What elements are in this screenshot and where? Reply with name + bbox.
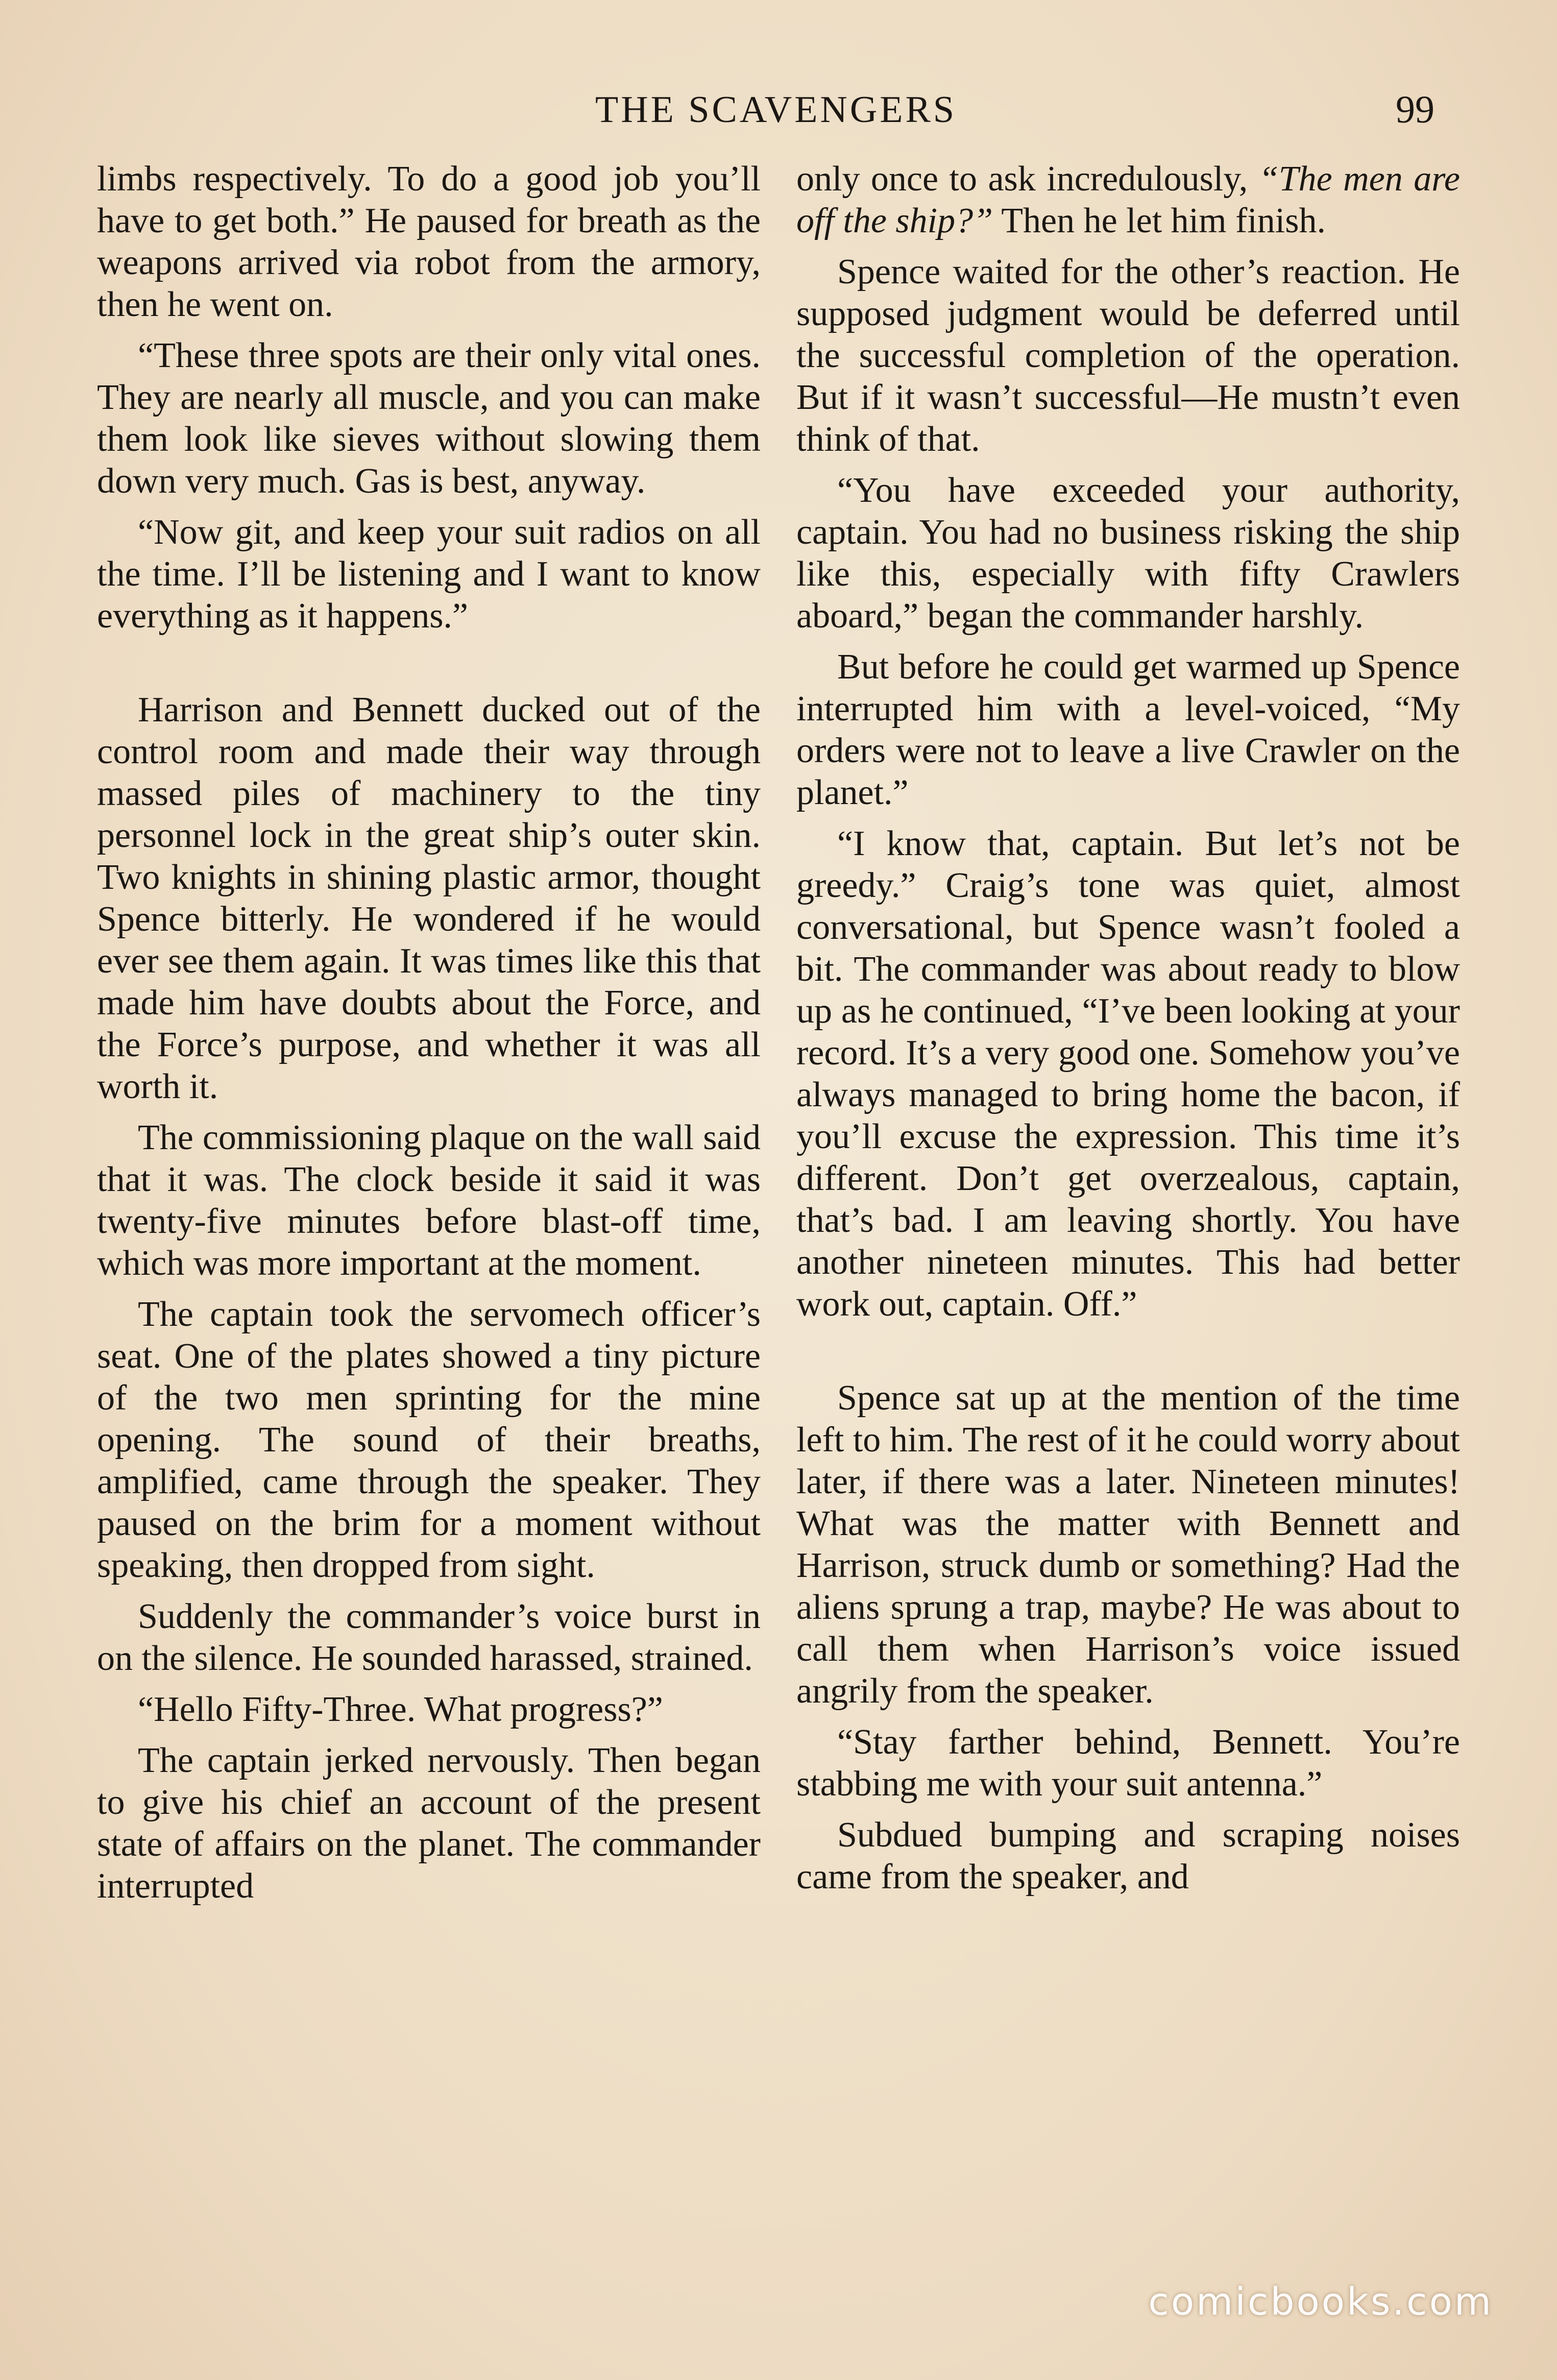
text-run: Then he let him finish. [993,201,1326,240]
paragraph: “You have exceeded your authority, captain. You had no business risking the ship like this, especially with fifty Crawlers aboard,” began the commander harshly. [796,471,1460,636]
watermark: comicbooks.com [1148,2280,1493,2324]
paragraph: The commissioning plaque on the wall said that it was. The clock beside it said it was twenty-five minutes before blast-off time, which was more important at the moment. [97,1118,761,1283]
paragraph: “These three spots are their only vital ones. They are nearly all muscle, and you can make them look like sieves without slowing them down very much. Gas is best, anyway. [97,336,761,501]
paragraph: Spence waited for the other’s reaction. He supposed judgment would be deferred until the successful completion of the operation. But if it wasn’t successful—He mustn’t even think of that. [796,252,1460,459]
paragraph: “Now git, and keep your suit radios on all the time. I’ll be listening and I want to know everything as it happens.” [97,513,761,636]
left-column [97,158,761,1916]
running-title: THE SCAVENGERS [595,89,957,131]
paragraph: Spence sat up at the mention of the time left to him. The rest of it he could worry about later, if there was a later. Nineteen minutes! What was the matter with Bennett and Harrison, struck dumb or something? Had the aliens sprung a trap, maybe? He was about to call them when Harrison’s voice issued angrily from the speaker. [796,1378,1460,1711]
paragraph: The captain jerked nervously. Then began to give his chief an account of the present state of affairs on the planet. The commander interrupted [97,1741,761,1906]
paragraph: The captain took the servomech officer’s seat. One of the plates showed a tiny picture of the two men sprinting for the mine opening. The sound of their breaths, amplified, came through the speaker. They paused on the brim for a moment without speaking, then dropped from sight. [97,1295,761,1585]
paragraph: Harrison and Bennett ducked out of the control room and made their way through massed piles of machinery to the tiny personnel lock in the great ship’s outer skin. Two knights in shining plastic armor, thought Spence bitterly. He wondered if he would ever see them again. It was times like this that made him have doubts about the Force, and the Force’s purpose, and whether it was all worth it. [97,690,761,1106]
paragraph [796,158,1460,242]
paragraph: “Hello Fifty-Three. What progress?” [138,1690,663,1729]
right-column [796,158,1460,1907]
paragraph: “Stay farther behind, Bennett. You’re stabbing me with your suit antenna.” [796,1722,1460,1804]
italic-quote: “The men are off the ship?” [796,159,1460,240]
page-header [97,82,1455,138]
paragraph: “I know that, captain. But let’s not be greedy.” Craig’s tone was quiet, almost conversational, but Spence wasn’t fooled a bit. The commander was about ready to blow up as he continued, “I’ve been looking at your record. It’s a very good one. Somehow you’ve always managed to bring home the bacon, if you’ll excuse the expression. This time it’s different. Don’t get overzealous, captain, that’s bad. I am leaving shortly. You have another nineteen minutes. This had better work out, captain. Off.” [796,824,1460,1324]
paragraph: Suddenly the commander’s voice burst in on the silence. He sounded harassed, strained. [97,1597,761,1678]
paragraph: limbs respectively. To do a good job you’ll have to get both.” He paused for breath as the weapons arrived via robot from the armory, then he went on. [97,159,761,324]
paragraph: Subdued bumping and scraping noises came from the speaker, and [796,1815,1460,1897]
page-number: 99 [1396,88,1434,131]
paragraph: But before he could get warmed up Spence interrupted him with a level-voiced, “My orders were not to leave a live Crawler on the planet.” [796,647,1460,812]
text-run: only once to ask incredulously, [796,159,1259,199]
